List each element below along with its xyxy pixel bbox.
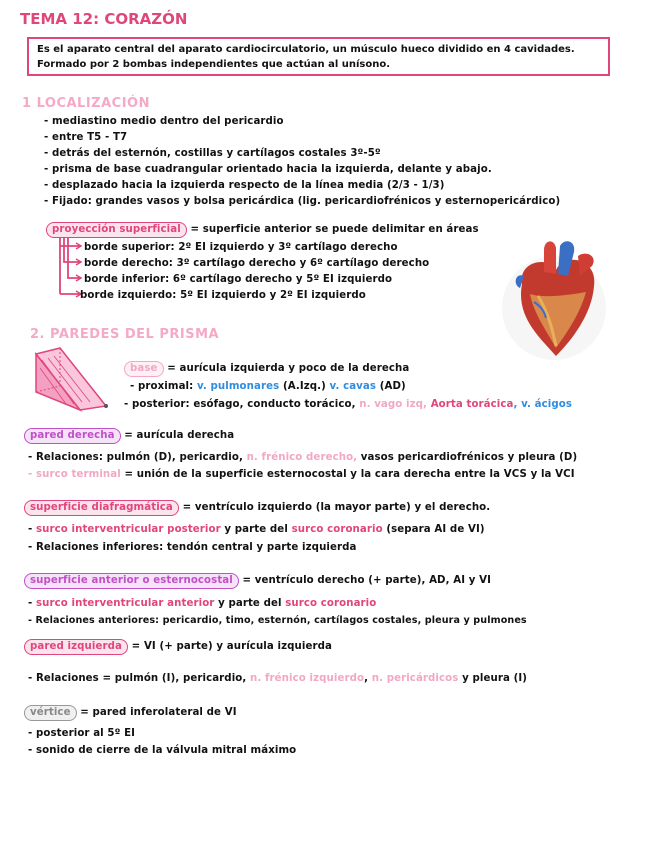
- anterior-sulcus: - surco interventricular anterior y parte del surco coronario: [28, 598, 377, 609]
- anterior-relations: - Relaciones anteriores: pericardio, timo, esternón, cartílagos costales, pleura y pulmones: [28, 615, 527, 626]
- list-item: - desplazado hacia la izquierda respecto de la línea media (2/3 - 1/3): [44, 180, 445, 191]
- apex-item: - posterior al 5º EI: [28, 728, 136, 739]
- left-wall-line: pared izquierda = VI (+ parte) y aurícula izquierda: [24, 639, 332, 655]
- projection-text: = superficie anterior se puede delimitar en áreas: [190, 224, 479, 235]
- base-line: base = aurícula izquierda y poco de la derecha: [124, 361, 409, 377]
- diaphragmatic-line: superficie diafragmática = ventrículo izquierdo (la mayor parte) y el derecho.: [24, 500, 490, 516]
- projection-line: [46, 222, 479, 238]
- base-label: base: [124, 361, 164, 377]
- diaphragmatic-relations: - Relaciones inferiores: tendón central y parte izquierda: [28, 542, 357, 553]
- list-item: - entre T5 - T7: [44, 132, 128, 143]
- anterior-line: superficie anterior o esternocostal = ventrículo derecho (+ parte), AD, AI y VI: [24, 573, 491, 589]
- right-wall-line: pared derecha = aurícula derecha: [24, 428, 234, 444]
- list-item: - mediastino medio dentro del pericardio: [44, 116, 284, 127]
- list-item: - detrás del esternón, costillas y cartílagos costales 3º-5º: [44, 148, 381, 159]
- prism-diagram: [30, 346, 110, 412]
- apex-item: - sonido de cierre de la válvula mitral máximo: [28, 745, 297, 756]
- list-item: - Fijado: grandes vasos y bolsa pericárdica (lig. pericardiofrénicos y esternopericárdico): [44, 196, 561, 207]
- section2-heading: 2. PAREDES DEL PRISMA: [30, 327, 220, 342]
- border-item: borde inferior: 6º cartílago derecho y 5º EI izquierdo: [84, 274, 393, 285]
- heart-illustration: [494, 236, 614, 364]
- diaphragmatic-sulcus: - surco interventricular posterior y parte del surco coronario (separa AI de VI): [28, 524, 485, 535]
- base-posterior: - posterior: esófago, conducto torácico, n. vago izq, Aorta torácica, v. ácigos: [124, 399, 573, 410]
- section1-heading: 1 LOCALIZACIÓN: [22, 96, 150, 111]
- diaphragmatic-label: superficie diafragmática: [24, 500, 179, 516]
- anterior-label: superficie anterior o esternocostal: [24, 573, 239, 589]
- border-item: borde derecho: 3º cartílago derecho y 6º cartílago derecho: [84, 258, 430, 269]
- border-item: borde superior: 2º EI izquierdo y 3º cartílago derecho: [84, 242, 398, 253]
- apex-label: vértice: [24, 705, 77, 721]
- base-proximal: - proximal: v. pulmonares (A.Izq.) v. cavas (AD): [130, 381, 406, 392]
- border-item: borde izquierdo: 5º EI izquierdo y 2º EI izquierdo: [80, 290, 366, 301]
- page-title: TEMA 12: CORAZÓN: [20, 10, 188, 28]
- apex-line: vértice = pared inferolateral de VI: [24, 705, 237, 721]
- left-wall-label: pared izquierda: [24, 639, 128, 655]
- list-item: - prisma de base cuadrangular orientado hacia la izquierda, delante y abajo.: [44, 164, 492, 175]
- right-wall-sulcus: - surco terminal = unión de la superficie esternocostal y la cara derecha entre la VCS y la VCI: [28, 469, 575, 480]
- definition-box: Es el aparato central del aparato cardiocirculatorio, un músculo hueco dividido en 4 cavidades. Formado por 2 bombas independientes que actúan al unísono.: [27, 37, 610, 76]
- right-wall-relations: - Relaciones: pulmón (D), pericardio, n. frénico derecho, vasos pericardiofrénicos y pleura (D): [28, 452, 578, 463]
- right-wall-label: pared derecha: [24, 428, 121, 444]
- left-wall-relations: - Relaciones = pulmón (I), pericardio, n. frénico izquierdo, n. pericárdicos y pleura (I): [28, 673, 527, 684]
- projection-label: proyección superficial: [46, 222, 187, 238]
